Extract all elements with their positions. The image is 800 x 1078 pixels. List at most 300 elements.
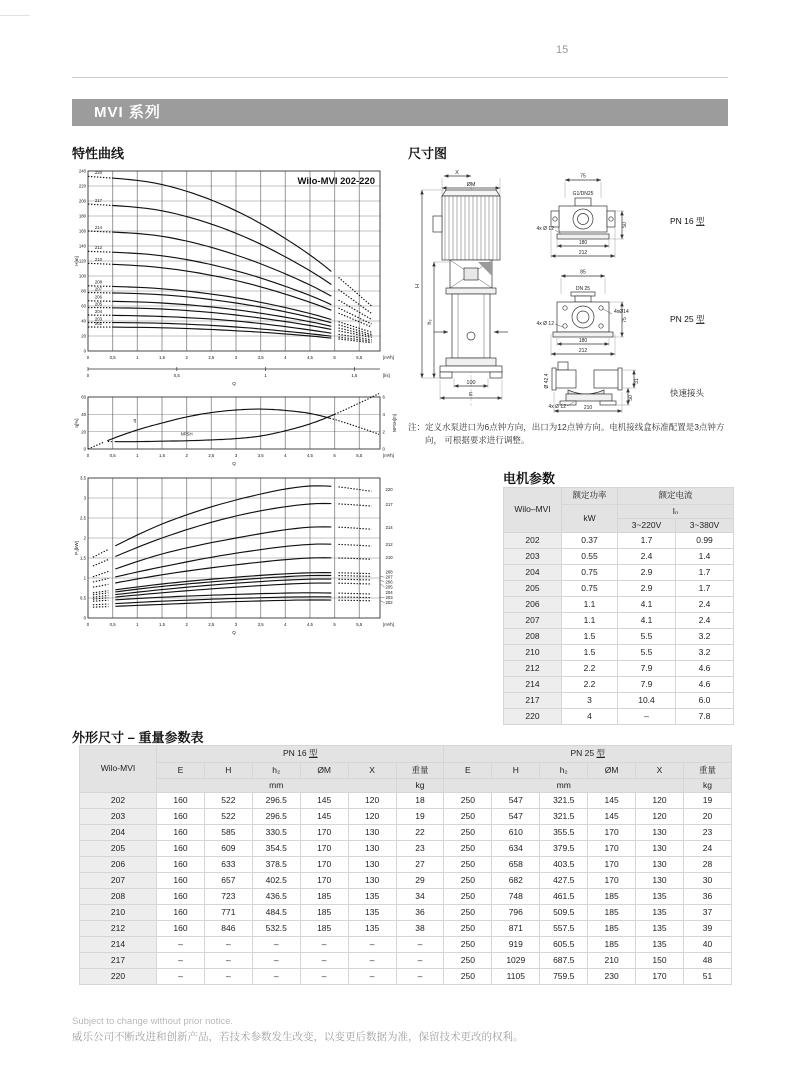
curve-label: 208 [94,279,103,285]
chart-title: Wilo-MVI 202-220 [297,176,375,187]
curve [93,549,109,557]
value-cell: 145 [300,809,348,825]
eta-curve-label: η [133,418,137,425]
curve [339,322,372,333]
value-cell: 7.9 [618,661,676,677]
value-cell: 130 [636,857,684,873]
x-tick-label: 4,5 [306,622,313,627]
value-cell: 4.1 [618,613,676,629]
curve [339,325,372,335]
value-cell: 170 [588,825,636,841]
value-cell: – [300,969,348,985]
curve-label: 207 [385,574,393,580]
series-banner-title: MVI 系列 [94,104,161,121]
y-tick-label: 140 [78,243,86,249]
model-cell: 212 [504,661,562,677]
value-cell: 170 [588,873,636,889]
section-title-dimensions: 尺寸图 [408,146,448,161]
model-cell: 202 [504,533,562,549]
dim-col-weight: 重量 [396,763,444,779]
value-cell: 2.9 [618,581,676,597]
note-line1: 定义水泵进口为6点钟方向，出口为12点钟方向。电机接线盒标准配置是3点钟方向， [425,422,725,446]
motor-col-current: 额定电流 [618,488,734,505]
value-cell: 135 [636,905,684,921]
value-cell: 657 [204,873,252,889]
value-cell: 250 [444,841,492,857]
value-cell: 4.6 [676,677,734,693]
value-cell: 170 [588,857,636,873]
motor-col-model: Wilo–MVI [504,488,562,533]
value-cell: 379.5 [540,841,588,857]
value-cell: – [300,953,348,969]
model-cell: 204 [80,825,157,841]
curve [339,579,372,580]
value-cell: 250 [444,905,492,921]
y-tick-label: 100 [78,273,86,279]
x-tick-label: 5 [333,355,336,360]
value-cell: 135 [348,905,396,921]
x-tick-label: 1,5 [158,355,165,360]
value-cell: 4.6 [676,661,734,677]
value-cell: 296.5 [252,809,300,825]
curve-label: 204 [94,308,103,314]
motor-col-380v: 3~380V [676,519,734,533]
value-cell: 185 [588,889,636,905]
value-cell: 40 [683,937,731,953]
value-cell: 871 [492,921,540,937]
curve-label: 202 [94,320,103,326]
value-cell: 170 [300,857,348,873]
dimension-note [408,421,740,447]
value-cell: 27 [396,857,444,873]
y-tick-label: 0 [83,615,86,621]
value-cell: 5.5 [618,629,676,645]
ls-tick-label: 1,5 [351,373,358,378]
model-cell: 208 [504,629,562,645]
curve [339,597,372,598]
curve-label: 205 [94,301,103,307]
value-cell: – [204,937,252,953]
dim-col-dm: ØM [300,763,348,779]
model-cell: 220 [504,709,562,725]
curve [88,204,112,206]
pn25-bolts12-label: 4x Ø 12 [536,321,554,327]
page-number: 15 [556,44,569,56]
value-cell: 48 [683,953,731,969]
dim-col-model: Wilo-MVI [80,746,157,793]
y-tick-label: 3 [83,495,86,501]
curve [93,579,109,583]
x-tick-label: 5 [333,622,336,627]
curve [115,414,335,441]
value-cell: 51 [683,969,731,985]
y-right-tick-label: 0 [382,446,385,452]
curve [339,337,372,341]
value-cell: 532.5 [252,921,300,937]
x-tick-label: 0,5 [109,622,116,627]
value-cell: 29 [396,873,444,889]
y-tick-label: 60 [81,303,86,309]
value-cell: 585 [204,825,252,841]
table-row [504,693,734,709]
model-cell: 203 [80,809,157,825]
value-cell: 135 [636,921,684,937]
table-row [80,793,732,809]
y-axis-label: P₂[kW] [74,541,79,555]
dim-col-e: E [157,763,205,779]
y-tick-label: 180 [78,213,86,219]
x-tick-label: 2,5 [208,453,215,458]
value-cell: 296.5 [252,793,300,809]
table-row [80,809,732,825]
curve-label: 208 [385,569,393,575]
value-cell: 605.5 [540,937,588,953]
value-cell: – [348,953,396,969]
value-cell: 210 [588,953,636,969]
section-title-weights: 外形尺寸 – 重量参数表 [72,730,204,745]
value-cell: 23 [396,841,444,857]
x-tick-label: 0,5 [109,355,116,360]
value-cell: 509.5 [540,905,588,921]
x-tick-label: 2 [185,355,188,360]
ls-tick-label: 0 [86,373,90,378]
y-tick-label: 240 [78,168,86,174]
x-tick-label: 3,5 [257,453,264,458]
curve [339,504,372,506]
value-cell: 4 [562,709,618,725]
curve [115,527,331,569]
x-tick-label: 2,5 [208,355,215,360]
q-axis-title: Q [232,461,236,466]
value-cell: 321.5 [540,809,588,825]
x-tick-label: 1 [136,453,139,458]
curve-label: 202 [385,600,393,605]
model-cell: 217 [504,693,562,709]
value-cell: 3.2 [676,629,734,645]
value-cell: 22 [396,825,444,841]
y-tick-label: 2 [83,535,86,541]
table-row [80,873,732,889]
x-tick-label: 3 [234,355,238,360]
dimensions-weight-table [79,745,732,985]
table-row [504,645,734,661]
curve [339,277,372,306]
table-row [80,969,732,985]
value-cell: – [204,953,252,969]
value-cell: 19 [683,793,731,809]
value-cell: 1.1 [562,597,618,613]
table-row [504,549,734,565]
dim-unit-kg: kg [396,779,444,793]
quick-50-label: 50 [628,395,634,401]
curve [93,607,109,608]
model-cell: 217 [80,953,157,969]
value-cell: 120 [348,809,396,825]
dim-group-pn16: PN 16 型 [157,746,444,763]
dim-col-h: H [204,763,252,779]
x-unit-label: [m³/h] [383,453,394,458]
value-cell: 160 [157,825,205,841]
value-cell: 28 [683,857,731,873]
value-cell: 145 [588,809,636,825]
curve [93,595,109,597]
model-cell: 212 [80,921,157,937]
model-cell: 207 [504,613,562,629]
y-right-tick-label: 6 [382,394,385,400]
x-tick-label: 4,5 [306,453,313,458]
curve [339,328,372,336]
value-cell: 723 [204,889,252,905]
value-cell: 1.5 [562,629,618,645]
dim-unit-mm: mm [157,779,397,793]
y-tick-label: 80 [81,288,86,294]
motor-cap [442,190,500,196]
pn25-212-label: 212 [578,348,588,354]
terminal-box [433,216,442,232]
curve-label: 204 [385,590,393,595]
dim-h2-label: h₂ [427,319,433,325]
value-cell: 135 [636,937,684,953]
curve [330,418,379,434]
value-cell: – [300,937,348,953]
value-cell: 23 [683,825,731,841]
y-right-tick-label: 2 [382,429,385,435]
value-cell: 135 [636,889,684,905]
value-cell: 609 [204,841,252,857]
coupling [464,268,478,280]
label-leader [381,584,385,587]
x-tick-label: 1,5 [158,622,165,627]
value-cell: – [618,709,676,725]
table-row [504,629,734,645]
value-cell: 1.1 [562,613,618,629]
efficiency-npsh-chart [70,393,406,469]
motor-unit-kw: kW [562,505,618,533]
value-cell: 160 [157,793,205,809]
x-tick-label: 5,5 [356,453,363,458]
value-cell: 522 [204,809,252,825]
value-cell: 427.5 [540,873,588,889]
curve-label: 220 [385,487,393,493]
value-cell: 160 [157,905,205,921]
label-leader [381,576,385,577]
curve [88,263,112,264]
curve [93,591,109,593]
x-tick-label: 0 [86,355,90,360]
curve [115,486,331,546]
curve [112,252,331,305]
value-cell: 250 [444,809,492,825]
value-cell: 1.5 [562,645,618,661]
curve [112,206,331,285]
curve-label: 217 [385,502,393,507]
value-cell: 230 [588,969,636,985]
curve [339,544,372,546]
model-cell: 214 [80,937,157,953]
quick-bolts-label: 4x Ø 12 [548,404,566,410]
value-cell: 130 [348,825,396,841]
model-cell: 208 [80,889,157,905]
foot-left [440,372,452,378]
section-title-motor: 电机参数 [503,471,556,486]
curve [339,573,372,574]
value-cell: – [157,953,205,969]
value-cell: 748 [492,889,540,905]
dimension-drawing [408,164,738,416]
value-cell: 1.4 [676,549,734,565]
curve [115,600,331,606]
table-row [504,613,734,629]
table-row [80,953,732,969]
value-cell: 2.4 [676,613,734,629]
value-cell: 170 [300,873,348,889]
value-cell: 2.2 [562,677,618,693]
value-cell: 330.5 [252,825,300,841]
value-cell: 2.2 [562,661,618,677]
y-tick-label: 40 [81,411,86,417]
value-cell: 3.2 [676,645,734,661]
curve-label: 206 [94,294,103,300]
x-tick-label: 4 [284,355,287,360]
model-cell: 207 [80,873,157,889]
curve-label: 220 [94,170,103,176]
ls-unit-label: [l/s] [383,373,390,378]
value-cell: 7.9 [618,677,676,693]
dim-col-dm: ØM [588,763,636,779]
x-tick-label: 0 [86,622,90,627]
value-cell: 24 [683,841,731,857]
value-cell: 682 [492,873,540,889]
value-cell: 1029 [492,953,540,969]
curve [107,409,329,441]
value-cell: 250 [444,857,492,873]
dim-subheader-row [80,763,732,779]
value-cell: 160 [157,857,205,873]
pn16-75-label: 75 [580,173,586,180]
curve [339,487,372,491]
pump-bottom-flange [446,358,496,366]
y-tick-label: 20 [81,429,86,435]
dim-col-h2: h₂ [540,763,588,779]
x-tick-label: 5 [333,453,336,458]
y-tick-label: 0 [83,446,86,452]
value-cell: 130 [636,825,684,841]
motor-col-power: 额定功率 [562,488,618,505]
value-cell: 250 [444,969,492,985]
value-cell: 185 [588,921,636,937]
curve-label: 203 [94,316,103,322]
x-tick-label: 3 [234,453,238,458]
value-cell: 250 [444,825,492,841]
x-tick-label: 3,5 [257,355,264,360]
value-cell: 250 [444,937,492,953]
x-tick-label: 5,5 [356,355,363,360]
dim-h-label: H [415,284,421,288]
npsh-curve-label: NPSH [180,431,193,437]
value-cell: 1.7 [618,533,676,549]
pn16-title: PN 16 型 [670,216,705,226]
curve [339,558,372,559]
power-chart [70,474,406,636]
pump-body [452,294,490,358]
dim-group-pn25: PN 25 型 [444,746,732,763]
value-cell: 2.4 [618,549,676,565]
value-cell: 759.5 [540,969,588,985]
x-tick-label: 4,5 [306,355,313,360]
value-cell: 687.5 [540,953,588,969]
model-cell: 206 [80,857,157,873]
value-cell: 846 [204,921,252,937]
value-cell: 170 [300,825,348,841]
y-tick-label: 40 [81,318,86,324]
curve [93,600,109,601]
value-cell: 120 [348,793,396,809]
curve [339,583,372,584]
value-cell: 3 [562,693,618,709]
value-cell: 145 [300,793,348,809]
value-cell: – [252,953,300,969]
value-cell: – [157,937,205,953]
dim-table-head [80,746,732,793]
ls-tick-label: 1 [264,373,267,378]
value-cell: 170 [588,841,636,857]
dim-col-weight: 重量 [683,763,731,779]
value-cell: 135 [348,921,396,937]
value-cell: 18 [396,793,444,809]
curve [339,527,372,529]
value-cell: 796 [492,905,540,921]
value-cell: 658 [492,857,540,873]
value-cell: 38 [396,921,444,937]
x-tick-label: 0 [86,453,90,458]
y-tick-label: 2,5 [80,515,86,521]
value-cell: 250 [444,793,492,809]
value-cell: 185 [588,937,636,953]
note-prefix: 注： [408,422,426,432]
curve-label: 206 [385,579,393,585]
value-cell: 250 [444,873,492,889]
y-tick-label: 3,5 [80,475,86,481]
value-cell: 1.7 [676,581,734,597]
model-cell: 220 [80,969,157,985]
value-cell: 402.5 [252,873,300,889]
value-cell: 160 [157,841,205,857]
dim-unit-kg: kg [683,779,731,793]
table-row [80,905,732,921]
table-row [504,677,734,693]
curve [339,600,372,601]
value-cell: – [396,953,444,969]
label-leader [381,580,385,582]
curve [93,593,109,595]
curve [112,323,331,337]
value-cell: 36 [683,889,731,905]
x-tick-label: 2,5 [208,622,215,627]
curve [93,604,109,605]
model-cell: 203 [504,549,562,565]
x-tick-label: 4 [284,453,287,458]
x-tick-label: 1,5 [158,453,165,458]
curve-label: 203 [385,595,393,600]
dim-unit-mm: mm [444,779,684,793]
curve [88,293,112,294]
pn25-title: PN 25 型 [670,314,705,324]
value-cell: 30 [683,873,731,889]
value-cell: 185 [300,905,348,921]
value-cell: 634 [492,841,540,857]
quick-210-label: 210 [583,405,593,411]
value-cell: 0.75 [562,565,618,581]
